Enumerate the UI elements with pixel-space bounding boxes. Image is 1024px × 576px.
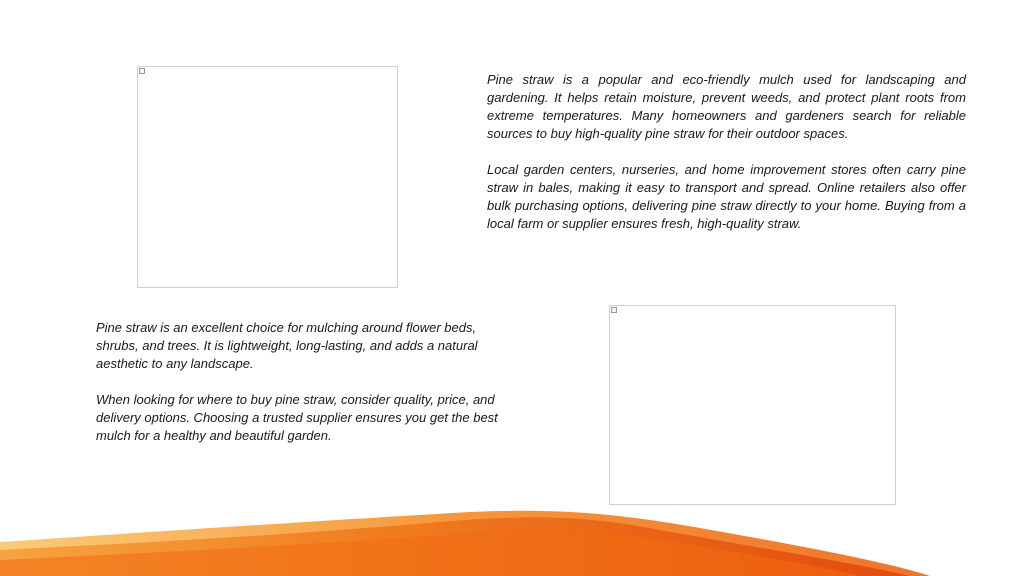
- top-paragraph-2: Local garden centers, nurseries, and home improvement stores often carry pine straw in bales, making it easy to transport and spread. Online retailers also offer bulk purchasing options, delivering pine straw directly to your home. Buying from a local farm or supplier ensures fresh, high-quality straw.: [487, 162, 966, 231]
- text-block-bottom: [96, 319, 516, 445]
- broken-image-icon: [139, 68, 145, 74]
- image-placeholder-top: [137, 66, 398, 288]
- top-paragraph-1: Pine straw is a popular and eco-friendly mulch used for landscaping and gardening. It helps retain moisture, prevent weeds, and protect plant roots from extreme temperatures. Many homeowners and gardeners search for reliable sources to buy high-quality pine straw for their outdoor spaces.: [487, 72, 966, 141]
- bottom-paragraph-2: When looking for where to buy pine straw, consider quality, price, and delivery options. Choosing a trusted supplier ensures you get the best mulch for a healthy and beautiful garden.: [96, 392, 498, 443]
- decorative-wave: [0, 490, 1024, 576]
- image-placeholder-bottom: [609, 305, 896, 505]
- bottom-paragraph-1: Pine straw is an excellent choice for mulching around flower beds, shrubs, and trees. It is lightweight, long-lasting, and adds a natural aesthetic to any landscape.: [96, 320, 478, 371]
- broken-image-icon: [611, 307, 617, 313]
- text-block-top: [487, 71, 966, 233]
